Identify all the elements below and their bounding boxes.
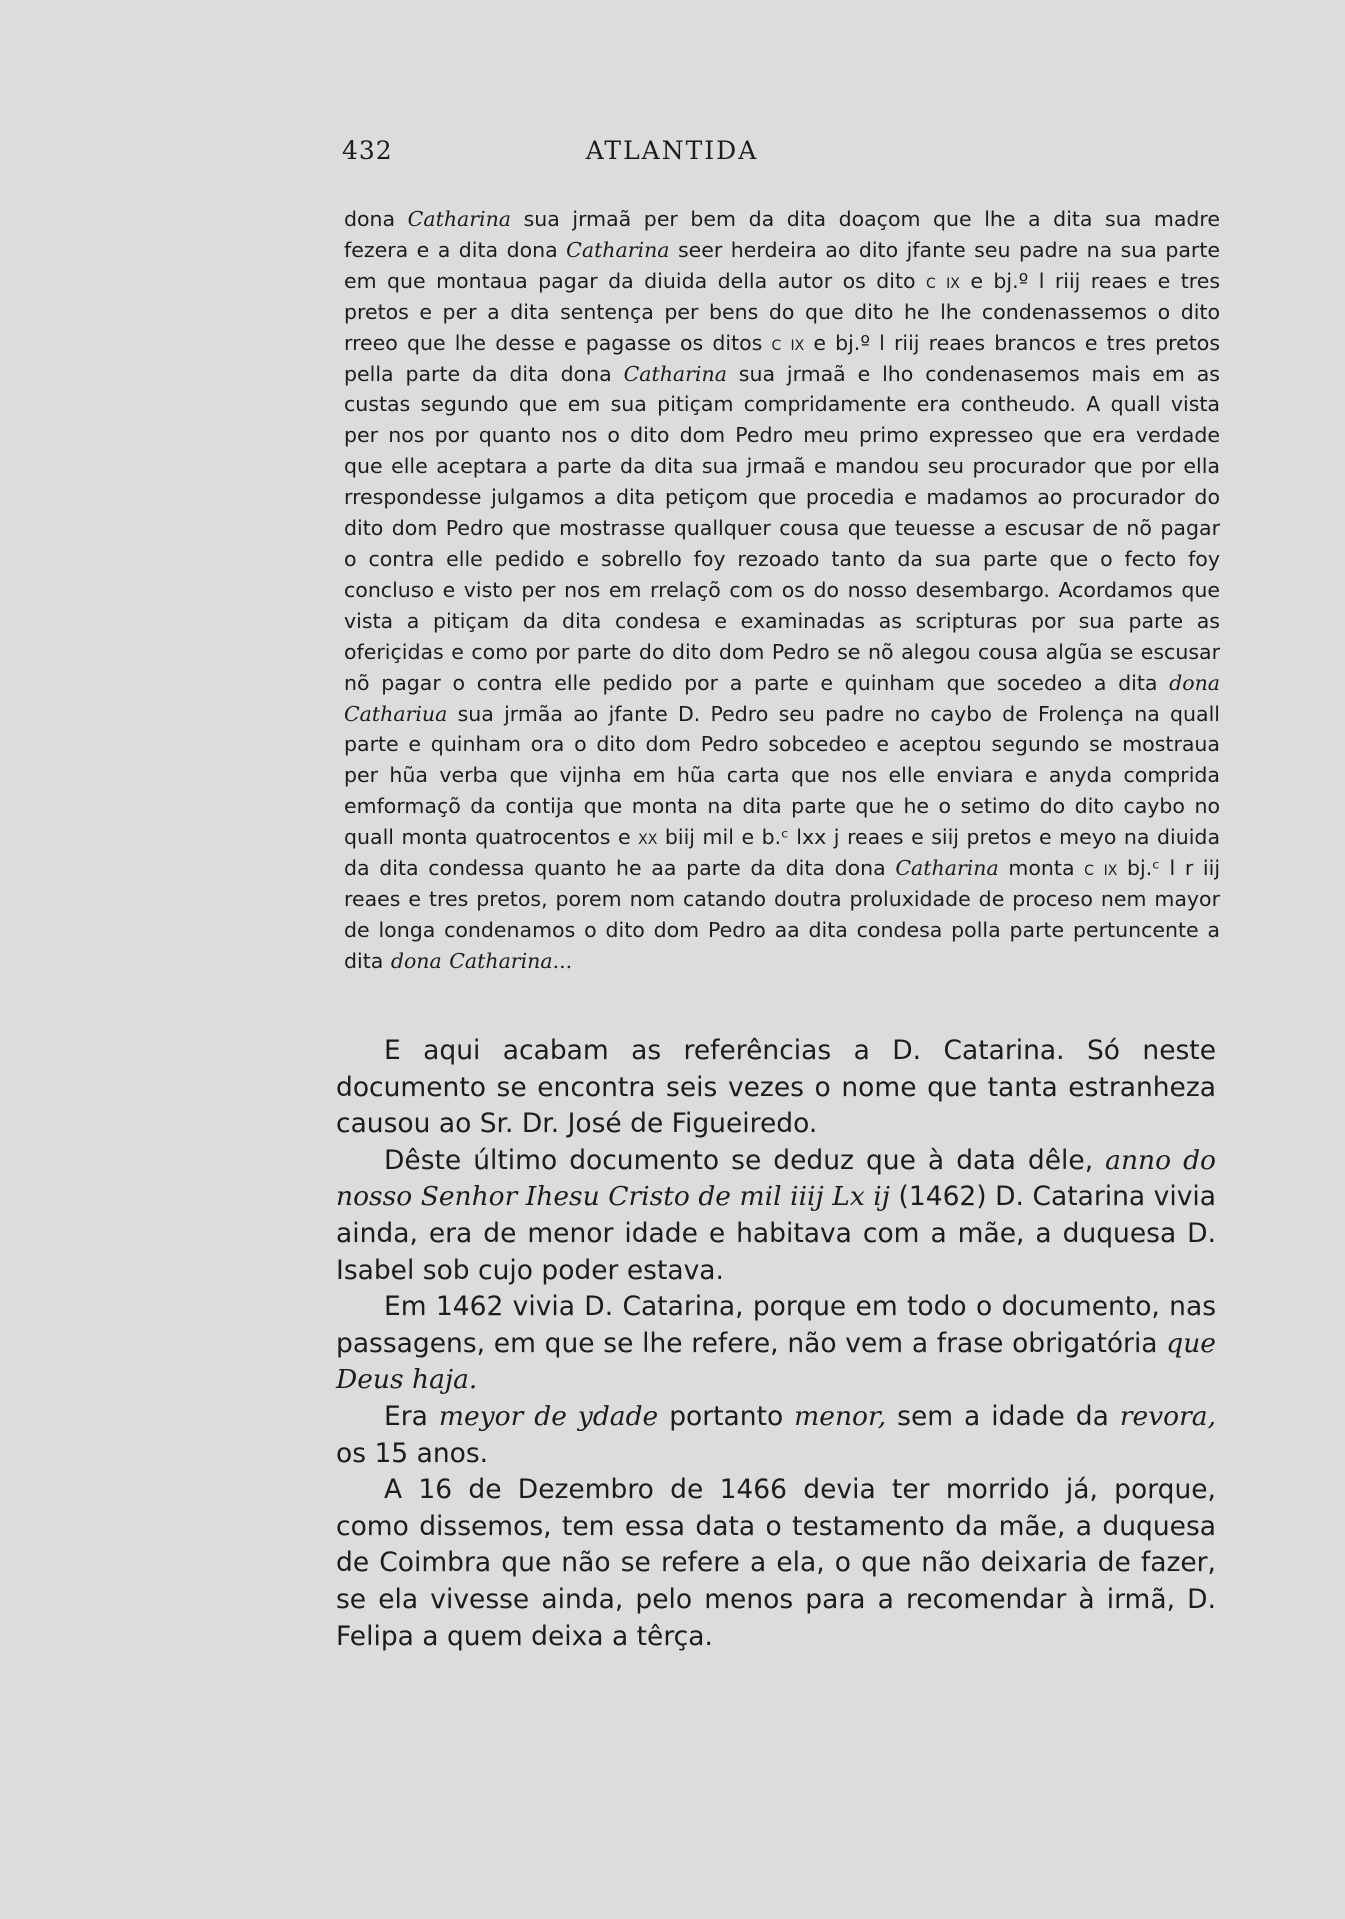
paragraph: E aqui acabam as referências a D. Catarina. Só neste documento se encontra seis vezes o nome que tanta estranheza causou ao Sr. Dr. José de Figueiredo. xyxy=(336,1035,1216,1140)
quote-text: biij mil e b.ᶜ xyxy=(657,825,797,850)
paragraph: A 16 de Dezembro de 1466 devia ter morrido já, porque, como dissemos, tem essa data o testamento da mãe, a duquesa de Coimbra que não se refere a ela, o que não deixaria de fazer, se ela vivesse ainda, pelo menos para a recomendar à irmã, D. Felipa a quem deixa a têrça. xyxy=(336,1474,1216,1652)
quote-text: seer herdeira ao dito jfante seu padre na sua parte em que montaua pagar da diuida della autor os dito xyxy=(344,237,1220,293)
italic-run: que Deus haja. xyxy=(336,1327,1216,1396)
quote-italic: Catharina xyxy=(623,361,727,386)
quote-text: reaes e siij pretos e meyo na diuida da dita condessa quanto he aa parte da dita dona xyxy=(344,825,1221,881)
text-run: (1462) D. Catarina vivia ainda, era de menor idade e habitava com a mãe, a duquesa D. Isabel sob cujo poder estava. xyxy=(336,1181,1216,1286)
italic-run: anno do nosso Senhor Ihesu Cristo de mil iiij Lx ij xyxy=(336,1144,1217,1213)
quote-text: e bj.º l riij reaes e tres pretos e per a dita sentença per bens do que dito he lhe condenassemos o dito rreeo que lhe desse e pagasse os ditos xyxy=(344,268,1221,355)
paragraph xyxy=(336,1399,1216,1472)
quote-paragraph xyxy=(344,204,1220,977)
quote-text: monta xyxy=(998,856,1085,881)
quote-numeral: c ix xyxy=(1084,856,1118,881)
page-number: 432 xyxy=(342,136,393,165)
quote-italic: dona Cathariua xyxy=(344,670,1220,726)
running-title: ATLANTIDA xyxy=(585,136,759,165)
quote-numeral: c ix xyxy=(925,268,960,293)
quote-text: sua jrmaã e lho condenasemos mais em as custas segundo que em sua pitiçam compridamente era contheudo. A quall vista per nos por quanto nos o dito dom Pedro meu primo expresseo que era verdade que elle aceptara a parte da dita sua jrmaã e mandou seu procurador que por ella rrespondesse julgamos a dita petiçom que procedia e madamos ao procurador do dito dom Pedro que mostrasse quallquer cousa que teuesse a escusar de nõ pagar o contra elle pedido e sobrello foy rezoado tanto da sua parte que o fecto foy concluso e visto per nos em rrelaçõ com os do nosso desembargo. Acordamos que vista a pitiçam da dita condesa e examinadas as scripturas por sua parte as oferiçidas e como por parte do dito dom Pedro se nõ alegou cousa algũa se escusar nõ pagar o contra elle pedido por a parte e quinham que socedeo a dita xyxy=(344,361,1220,695)
text-run: Dêste último documento se deduz que à data dêle, xyxy=(384,1144,1106,1176)
text-run: portanto xyxy=(658,1400,795,1432)
quote-italic: dona Catharina... xyxy=(390,948,573,973)
paragraph xyxy=(336,1143,1216,1289)
body-text xyxy=(336,1033,1216,1655)
paragraph xyxy=(336,1289,1216,1399)
text-run: Era xyxy=(384,1400,439,1432)
quote-text: e bj.º l riij reaes brancos e tres pretos pella parte da dita dona xyxy=(344,330,1221,386)
quote-numeral: xx xyxy=(638,825,658,850)
italic-run: meyor de ydade xyxy=(438,1400,659,1432)
text-run: os 15 anos. xyxy=(336,1437,489,1469)
quote-numeral: c ix xyxy=(771,330,805,355)
text-run: sem a idade da xyxy=(886,1400,1120,1432)
quote-text: sua jrmãa ao jfante D. Pedro seu padre no caybo de Frolença na quall parte e quinham ora o dito dom Pedro sobcedeo e aceptou segundo se mostraua per hũa verba que vijnha em hũa carta que nos elle enviara e anyda comprida emformaçõ da contija que monta na dita parte que he o setimo do dito caybo no quall monta quatrocentos e xyxy=(344,701,1220,850)
text-run: Em 1462 vivia D. Catarina, porque em todo o documento, nas passagens, em que se lhe refere, não vem a frase obrigatória xyxy=(336,1291,1216,1359)
quote-italic: Catharina xyxy=(895,856,999,881)
quote-italic: Catharina xyxy=(566,237,670,262)
quote-text: bj.ᶜ l r iij reaes e tres pretos, porem nom catando doutra proluxidade de proceso nem mayor de longa condenamos o dito dom Pedro aa dita condesa polla parte pertuncente a dita xyxy=(344,856,1221,973)
italic-run: menor, xyxy=(794,1400,887,1432)
quote-italic: Catharina xyxy=(407,207,512,231)
quote-text: sua jrmaã per bem da dita doaçom que lhe a dita sua madre fezera e a dita dona xyxy=(344,207,1220,262)
quoted-document xyxy=(344,204,1220,977)
quote-numeral: lxx j xyxy=(796,825,840,850)
italic-run: revora, xyxy=(1119,1400,1217,1432)
quote-text: dona xyxy=(344,207,408,231)
